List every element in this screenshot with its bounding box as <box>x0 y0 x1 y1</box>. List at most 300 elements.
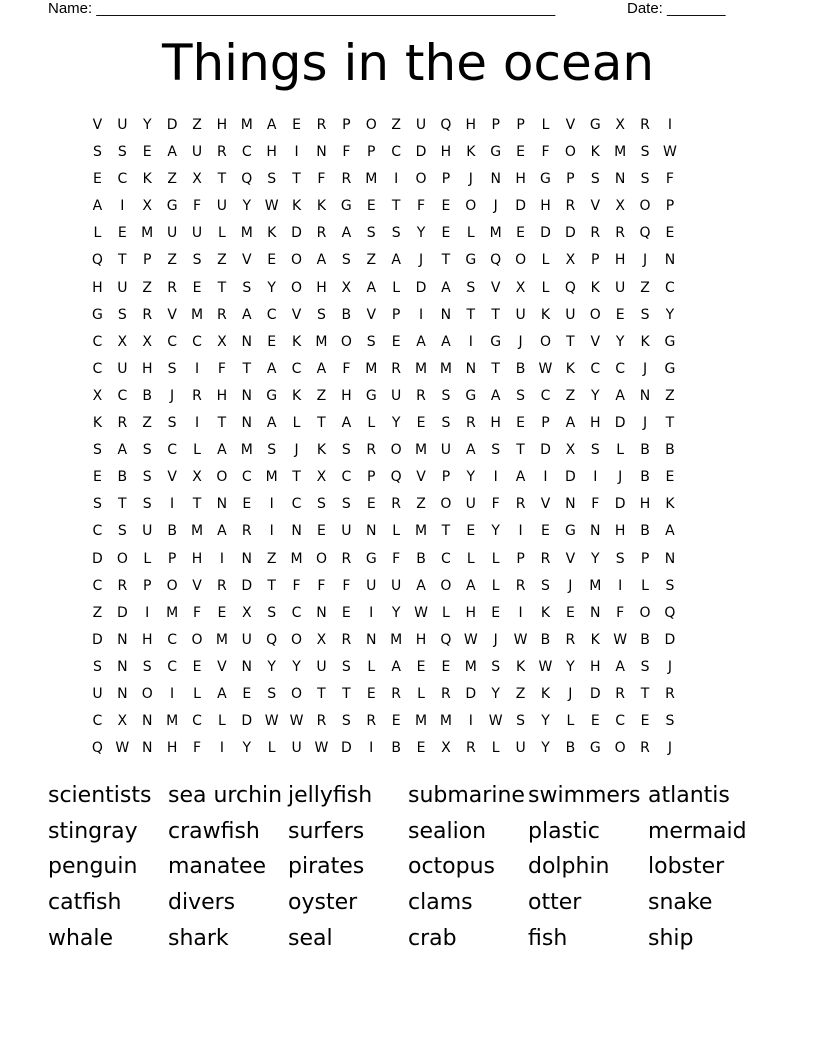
grid-letter: B <box>117 469 128 486</box>
grid-letter: R <box>615 685 626 702</box>
word-bank-item: scientists <box>48 783 152 808</box>
word-bank-item: crawfish <box>168 818 260 844</box>
grid-letter: P <box>516 117 525 133</box>
grid-letter: X <box>217 333 227 350</box>
grid-letter: P <box>167 550 177 567</box>
grid-letter: S <box>541 577 550 594</box>
grid-letter: V <box>366 306 377 323</box>
word-bank-item: octopus <box>408 854 496 880</box>
grid-letter: C <box>540 387 551 404</box>
grid-letter: I <box>418 306 424 323</box>
grid-letter: S <box>491 442 501 459</box>
grid-letter: Y <box>267 279 276 296</box>
grid-letter: N <box>117 685 128 702</box>
grid-letter: Y <box>665 306 675 323</box>
grid-letter: D <box>515 198 526 215</box>
grid-letter: H <box>440 144 452 161</box>
grid-letter: F <box>342 577 351 594</box>
grid-letter: E <box>640 713 650 730</box>
grid-letter: S <box>192 252 202 269</box>
grid-letter: P <box>367 144 376 161</box>
grid-letter: H <box>465 604 477 621</box>
grid-letter: E <box>441 225 451 242</box>
grid-letter: G <box>166 198 178 215</box>
grid-letter: P <box>566 171 575 188</box>
grid-letter: N <box>316 604 327 621</box>
grid-letter: C <box>441 550 451 567</box>
grid-row <box>85 220 682 247</box>
grid-letter: B <box>640 442 650 459</box>
grid-row <box>85 383 682 410</box>
grid-letter: J <box>170 387 175 404</box>
grid-letter: Y <box>491 523 500 540</box>
grid-letter: F <box>416 198 426 215</box>
grid-letter: D <box>116 604 128 621</box>
grid-letter: I <box>394 171 399 188</box>
grid-letter: A <box>391 252 401 269</box>
grid-letter: X <box>142 333 153 350</box>
grid-letter: L <box>392 523 401 540</box>
grid-letter: H <box>540 198 551 215</box>
grid-letter: Y <box>541 713 550 730</box>
grid-letter: W <box>488 713 503 730</box>
grid-letter: C <box>117 171 128 188</box>
grid-letter: U <box>615 279 626 296</box>
grid-letter: P <box>367 469 376 486</box>
grid-letter: Z <box>316 387 327 404</box>
grid-letter: Z <box>366 252 377 269</box>
grid-letter: M <box>190 306 204 323</box>
grid-letter: R <box>391 360 401 377</box>
grid-letter: J <box>568 685 573 702</box>
grid-letter: I <box>269 523 274 540</box>
grid-letter: R <box>167 279 177 296</box>
grid-letter: F <box>665 171 674 188</box>
grid-letter: M <box>240 117 253 133</box>
grid-letter: T <box>441 523 451 540</box>
grid-letter: S <box>516 713 526 730</box>
grid-letter: A <box>366 279 377 296</box>
grid-letter: E <box>590 713 600 730</box>
grid-letter: D <box>540 442 551 459</box>
word-bank-item: mermaid <box>648 818 747 844</box>
grid-letter: R <box>217 306 227 323</box>
grid-letter: J <box>642 360 648 377</box>
grid-letter: J <box>642 252 648 269</box>
grid-letter: Z <box>142 415 153 432</box>
grid-letter: Q <box>440 117 452 133</box>
grid-letter: S <box>341 658 351 675</box>
grid-letter: M <box>614 144 627 161</box>
grid-row <box>85 112 682 139</box>
grid-letter: S <box>590 442 600 459</box>
grid-letter: I <box>543 469 548 486</box>
grid-letter: V <box>565 117 576 133</box>
grid-letter: C <box>590 360 601 377</box>
grid-letter: C <box>192 713 202 730</box>
grid-letter: U <box>92 685 103 702</box>
grid-letter: Z <box>565 387 576 404</box>
grid-letter: N <box>639 387 651 404</box>
grid-letter: S <box>665 713 675 730</box>
grid-letter: S <box>167 415 177 432</box>
grid-letter: O <box>291 252 303 269</box>
word-bank-item: seal <box>288 925 333 951</box>
grid-letter: X <box>441 740 451 757</box>
grid-letter: O <box>191 631 203 648</box>
grid-letter: X <box>615 117 625 133</box>
grid-letter: Z <box>167 252 177 269</box>
grid-letter: W <box>289 713 304 730</box>
grid-letter: S <box>93 144 102 161</box>
grid-letter: U <box>391 577 402 594</box>
grid-letter: S <box>391 225 401 242</box>
grid-letter: V <box>192 577 202 594</box>
grid-letter: N <box>366 523 377 540</box>
grid-letter: K <box>515 658 526 675</box>
grid-letter: T <box>441 252 451 269</box>
grid-letter: D <box>241 577 253 594</box>
grid-letter: S <box>242 279 252 296</box>
grid-letter: X <box>241 604 252 621</box>
grid-letter: E <box>665 225 675 242</box>
grid-letter: N <box>316 144 327 161</box>
grid-letter: Y <box>615 333 625 350</box>
grid-letter: I <box>269 496 274 513</box>
grid-letter: R <box>565 631 576 648</box>
grid-letter: E <box>441 658 451 675</box>
grid-letter: I <box>194 360 200 377</box>
grid-letter: G <box>540 171 551 188</box>
grid-letter: R <box>142 306 153 323</box>
grid-letter: D <box>564 469 576 486</box>
grid-letter: X <box>92 387 103 404</box>
word-bank-item: oyster <box>288 890 358 916</box>
grid-letter: L <box>292 415 301 432</box>
grid-letter: E <box>341 604 351 621</box>
word-bank-item: submarine <box>408 783 525 808</box>
grid-letter: M <box>414 523 428 540</box>
grid-letter: V <box>416 469 426 486</box>
grid-letter: E <box>93 469 102 486</box>
grid-letter: M <box>489 225 502 242</box>
grid-letter: O <box>415 171 427 188</box>
grid-letter: K <box>565 360 575 377</box>
grid-letter: F <box>192 198 202 215</box>
grid-letter: L <box>367 658 376 675</box>
grid-letter: S <box>640 658 650 675</box>
grid-letter: L <box>491 577 500 594</box>
grid-letter: M <box>166 604 179 621</box>
grid-letter: C <box>92 713 103 730</box>
grid-letter: K <box>540 604 551 621</box>
grid-letter: Y <box>590 387 600 404</box>
grid-letter: Z <box>92 604 103 621</box>
grid-letter: O <box>291 631 303 648</box>
grid-letter: H <box>490 415 501 432</box>
grid-letter: K <box>540 685 551 702</box>
grid-row <box>85 464 682 491</box>
grid-letter: O <box>390 442 402 459</box>
grid-letter: I <box>468 713 473 730</box>
grid-letter: B <box>515 360 526 377</box>
grid-letter: T <box>516 442 525 459</box>
grid-letter: E <box>416 740 426 757</box>
grid-letter: R <box>465 740 476 757</box>
word-bank-item: clams <box>408 890 473 916</box>
grid-letter: S <box>267 442 277 459</box>
grid-letter: S <box>590 171 600 188</box>
grid-letter: Q <box>266 631 278 648</box>
grid-letter: C <box>167 658 177 675</box>
grid-letter: X <box>117 333 128 350</box>
grid-letter: S <box>142 658 152 675</box>
grid-letter: H <box>515 171 526 188</box>
grid-letter: Y <box>267 658 276 675</box>
grid-letter: H <box>589 415 601 432</box>
grid-letter: S <box>615 550 625 567</box>
grid-letter: S <box>117 523 127 540</box>
grid-letter: W <box>513 631 528 648</box>
grid-letter: N <box>241 550 253 567</box>
grid-letter: A <box>266 360 277 377</box>
grid-letter: D <box>540 225 551 242</box>
grid-letter: W <box>314 740 329 757</box>
grid-letter: L <box>193 442 201 459</box>
grid-letter: I <box>493 469 498 486</box>
grid-letter: T <box>391 198 401 215</box>
grid-row <box>85 275 682 302</box>
grid-letter: A <box>565 415 576 432</box>
grid-letter: V <box>540 496 551 513</box>
grid-letter: E <box>366 198 376 215</box>
grid-letter: O <box>639 604 651 621</box>
grid-letter: V <box>242 252 252 269</box>
word-bank-item: surfers <box>288 818 365 844</box>
grid-letter: L <box>193 685 201 702</box>
grid-letter: R <box>341 550 352 567</box>
grid-letter: E <box>366 685 376 702</box>
grid-letter: E <box>516 415 526 432</box>
grid-letter: R <box>117 577 128 594</box>
grid-letter: A <box>341 225 352 242</box>
grid-letter: B <box>565 740 576 757</box>
grid-letter: Q <box>440 631 452 648</box>
grid-letter: K <box>316 442 327 459</box>
grid-letter: P <box>143 577 152 594</box>
word-bank-item: penguin <box>48 854 138 880</box>
grid-letter: F <box>192 604 202 621</box>
grid-letter: B <box>142 387 153 404</box>
grid-letter: H <box>141 360 153 377</box>
grid-letter: K <box>291 198 302 215</box>
grid-letter: Z <box>416 496 426 513</box>
grid-letter: X <box>615 198 625 215</box>
grid-letter: T <box>217 279 227 296</box>
grid-letter: T <box>118 496 127 513</box>
grid-letter: V <box>92 117 103 133</box>
grid-letter: H <box>166 740 178 757</box>
grid-letter: H <box>266 144 277 161</box>
grid-letter: F <box>217 360 226 377</box>
grid-letter: C <box>241 144 252 161</box>
grid-letter: A <box>441 279 451 296</box>
word-bank-row <box>48 778 768 814</box>
grid-letter: S <box>142 442 152 459</box>
grid-letter: K <box>590 631 600 648</box>
grid-letter: I <box>194 415 200 432</box>
grid-letter: R <box>640 117 650 133</box>
grid-letter: Q <box>564 279 576 296</box>
grid-row <box>85 139 682 166</box>
grid-letter: L <box>93 225 102 242</box>
grid-letter: G <box>664 360 676 377</box>
grid-row <box>85 708 682 735</box>
grid-letter: W <box>613 631 628 648</box>
grid-letter: G <box>465 387 477 404</box>
grid-letter: G <box>589 740 601 757</box>
grid-letter: J <box>667 740 672 757</box>
grid-letter: O <box>465 198 477 215</box>
grid-letter: D <box>92 550 103 567</box>
grid-letter: Y <box>292 658 301 675</box>
word-bank-item: fish <box>528 925 568 951</box>
grid-letter: S <box>466 279 476 296</box>
grid-letter: X <box>316 469 327 486</box>
grid-letter: V <box>565 550 576 567</box>
grid-letter: F <box>342 360 351 377</box>
grid-letter: W <box>414 604 428 621</box>
grid-letter: M <box>365 171 378 188</box>
word-bank-item: divers <box>168 890 236 916</box>
grid-letter: E <box>516 225 526 242</box>
grid-letter: M <box>265 469 278 486</box>
grid-letter: M <box>315 333 328 350</box>
grid-letter: M <box>390 631 403 648</box>
word-bank-item: atlantis <box>648 783 730 808</box>
grid-row <box>85 166 682 193</box>
grid-letter: C <box>92 523 103 540</box>
grid-letter: D <box>241 713 253 730</box>
word-bank-item: catfish <box>48 890 122 916</box>
grid-letter: N <box>241 387 253 404</box>
grid-letter: C <box>192 333 202 350</box>
grid-letter: K <box>267 225 277 242</box>
grid-letter: Y <box>566 658 575 675</box>
grid-letter: L <box>367 415 376 432</box>
name-field-label: Name: _______________________________________________________ <box>48 0 556 17</box>
grid-letter: C <box>167 631 177 648</box>
grid-letter: P <box>591 252 600 269</box>
grid-letter: E <box>665 469 675 486</box>
grid-letter: T <box>342 685 351 702</box>
grid-letter: O <box>564 144 576 161</box>
grid-letter: W <box>115 740 130 757</box>
grid-letter: D <box>614 415 626 432</box>
word-bank-row <box>48 814 768 850</box>
header <box>48 0 748 20</box>
grid-letter: R <box>316 713 327 730</box>
grid-letter: R <box>590 225 601 242</box>
grid-letter: R <box>615 225 626 242</box>
grid-letter: U <box>515 306 526 323</box>
grid-letter: C <box>615 713 626 730</box>
grid-letter: R <box>391 496 401 513</box>
grid-letter: B <box>665 442 675 459</box>
grid-letter: A <box>466 577 476 594</box>
grid-letter: S <box>366 333 376 350</box>
grid-letter: D <box>415 279 427 296</box>
grid-letter: A <box>217 442 227 459</box>
grid-letter: I <box>219 550 224 567</box>
grid-letter: C <box>167 333 177 350</box>
grid-letter: R <box>316 225 327 242</box>
grid-letter: S <box>640 306 650 323</box>
grid-letter: C <box>117 387 128 404</box>
grid-letter: C <box>291 604 302 621</box>
grid-letter: H <box>614 523 626 540</box>
grid-letter: I <box>369 740 374 757</box>
grid-letter: X <box>341 279 352 296</box>
grid-letter: S <box>117 144 127 161</box>
grid-letter: L <box>566 713 575 730</box>
grid-letter: L <box>217 225 226 242</box>
grid-letter: G <box>564 523 576 540</box>
grid-row <box>85 600 682 627</box>
grid-letter: M <box>439 360 452 377</box>
grid-letter: N <box>117 658 128 675</box>
grid-letter: A <box>615 387 625 404</box>
grid-letter: R <box>366 713 377 730</box>
grid-letter: A <box>391 658 401 675</box>
grid-letter: P <box>541 415 550 432</box>
grid-letter: E <box>416 415 426 432</box>
grid-letter: V <box>590 198 601 215</box>
grid-letter: G <box>490 333 502 350</box>
grid-letter: E <box>416 658 426 675</box>
grid-letter: O <box>315 550 327 567</box>
grid-letter: Y <box>142 117 152 133</box>
grid-letter: C <box>92 360 103 377</box>
word-bank-item: ship <box>648 925 694 951</box>
grid-letter: J <box>518 333 523 350</box>
grid-letter: N <box>465 360 477 377</box>
grid-letter: S <box>640 171 650 188</box>
grid-letter: A <box>242 306 252 323</box>
word-bank-row <box>48 921 768 957</box>
grid-letter: V <box>167 306 177 323</box>
grid-letter: I <box>593 469 598 486</box>
grid-letter: P <box>665 198 675 215</box>
grid-letter: J <box>468 171 473 188</box>
grid-letter: Y <box>491 685 500 702</box>
grid-letter: U <box>291 740 302 757</box>
grid-row <box>85 437 682 464</box>
grid-letter: B <box>640 631 650 648</box>
grid-letter: N <box>366 631 377 648</box>
grid-letter: Z <box>167 171 177 188</box>
grid-letter: G <box>664 333 676 350</box>
grid-row <box>85 518 682 545</box>
grid-letter: E <box>366 496 376 513</box>
grid-letter: P <box>391 306 401 323</box>
grid-letter: E <box>391 713 401 730</box>
grid-letter: O <box>340 333 352 350</box>
grid-letter: Y <box>242 198 252 215</box>
grid-letter: T <box>292 469 301 486</box>
letter-grid <box>85 112 682 762</box>
grid-letter: S <box>441 415 451 432</box>
